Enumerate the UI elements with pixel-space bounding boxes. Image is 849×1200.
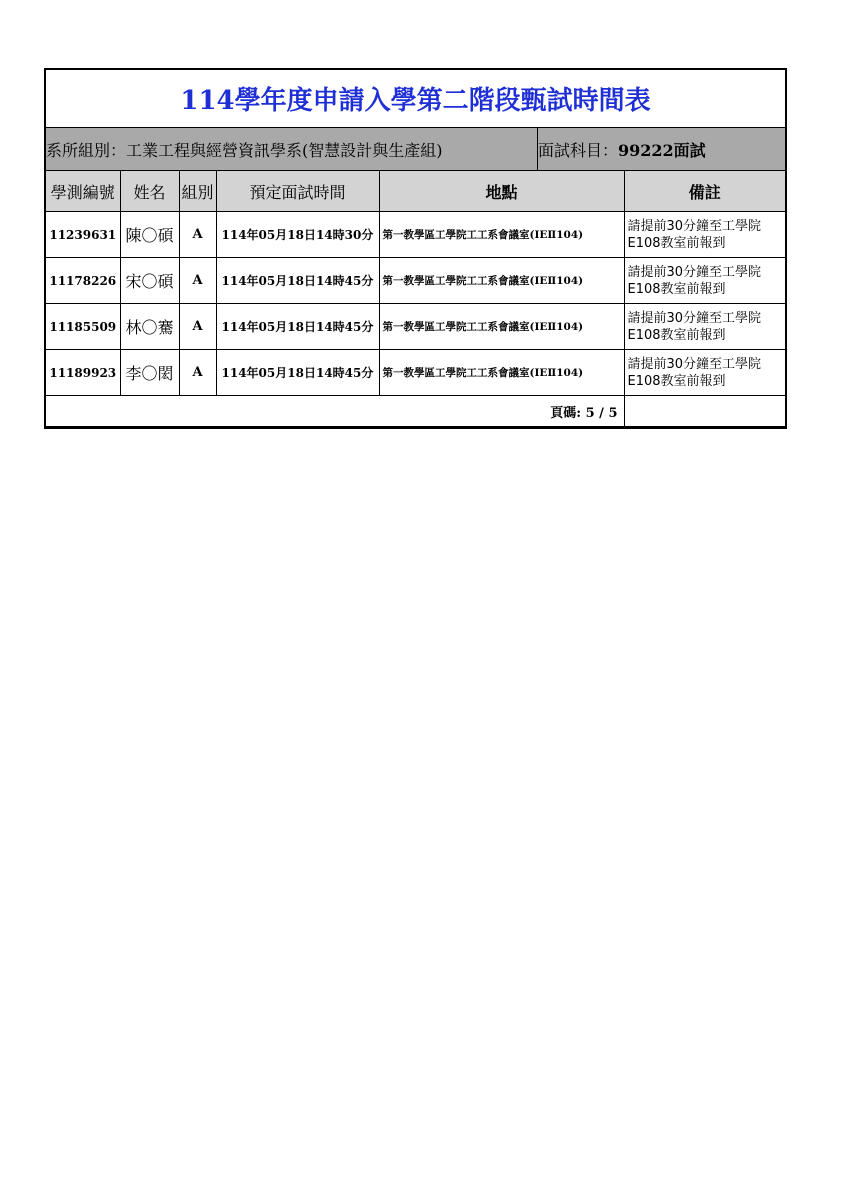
cell-time: 114年05月18日14時45分 xyxy=(216,350,379,396)
table-header-row xyxy=(46,171,785,212)
cell-name: 陳〇碩 xyxy=(120,212,179,258)
cell-group: A xyxy=(179,258,216,304)
footer-row xyxy=(46,396,785,427)
table-row xyxy=(46,304,785,350)
cell-group: A xyxy=(179,304,216,350)
subject-label: 面試科目： xyxy=(538,140,619,160)
cell-group: A xyxy=(179,350,216,396)
cell-id: 11185509 xyxy=(46,304,120,350)
note-line-1: 請提前30分鐘至工學院 xyxy=(627,310,762,326)
cell-id: 11189923 xyxy=(46,350,120,396)
cell-note xyxy=(624,212,785,258)
cell-id: 11178226 xyxy=(46,258,120,304)
cell-location: 第一教學區工學院工工系會議室(IEⅡ104) xyxy=(379,350,624,396)
cell-location: 第一教學區工學院工工系會議室(IEⅡ104) xyxy=(379,212,624,258)
cell-time: 114年05月18日14時45分 xyxy=(216,258,379,304)
cell-name: 林〇騫 xyxy=(120,304,179,350)
cell-time: 114年05月18日14時45分 xyxy=(216,304,379,350)
note-line-2: E108教室前報到 xyxy=(627,235,726,251)
column-header-group: 組別 xyxy=(179,171,216,212)
department-row xyxy=(46,128,785,171)
note-line-1: 請提前30分鐘至工學院 xyxy=(627,264,762,280)
schedule-sheet xyxy=(44,68,787,429)
title-row xyxy=(46,70,785,128)
table-row xyxy=(46,258,785,304)
department-label: 系所組別： xyxy=(46,140,127,160)
note-line-1: 請提前30分鐘至工學院 xyxy=(627,356,762,372)
cell-name: 宋〇碩 xyxy=(120,258,179,304)
note-line-2: E108教室前報到 xyxy=(627,327,726,343)
column-header-time: 預定面試時間 xyxy=(216,171,379,212)
cell-location: 第一教學區工學院工工系會議室(IEⅡ104) xyxy=(379,304,624,350)
note-line-1: 請提前30分鐘至工學院 xyxy=(627,218,762,234)
department-value: 工業工程與經營資訊學系(智慧設計與生產組) xyxy=(126,140,443,160)
cell-location: 第一教學區工學院工工系會議室(IEⅡ104) xyxy=(379,258,624,304)
column-header-id: 學測編號 xyxy=(46,171,120,212)
cell-note xyxy=(624,258,785,304)
subject-cell xyxy=(538,128,785,170)
column-header-name: 姓名 xyxy=(120,171,179,212)
cell-time: 114年05月18日14時30分 xyxy=(216,212,379,258)
note-line-2: E108教室前報到 xyxy=(627,373,726,389)
schedule-table xyxy=(46,171,785,427)
cell-name: 李〇閎 xyxy=(120,350,179,396)
table-row xyxy=(46,212,785,258)
column-header-location: 地點 xyxy=(379,171,624,212)
footer-empty-cell xyxy=(624,396,785,427)
column-header-note: 備註 xyxy=(624,171,785,212)
subject-value: 99222面試 xyxy=(618,140,706,160)
page-title: 114學年度申請入學第二階段甄試時間表 xyxy=(180,86,651,116)
department-cell xyxy=(46,128,538,170)
cell-note xyxy=(624,304,785,350)
table-row xyxy=(46,350,785,396)
cell-group: A xyxy=(179,212,216,258)
cell-note xyxy=(624,350,785,396)
page-number: 頁碼: 5 / 5 xyxy=(46,396,624,427)
cell-id: 11239631 xyxy=(46,212,120,258)
note-line-2: E108教室前報到 xyxy=(627,281,726,297)
